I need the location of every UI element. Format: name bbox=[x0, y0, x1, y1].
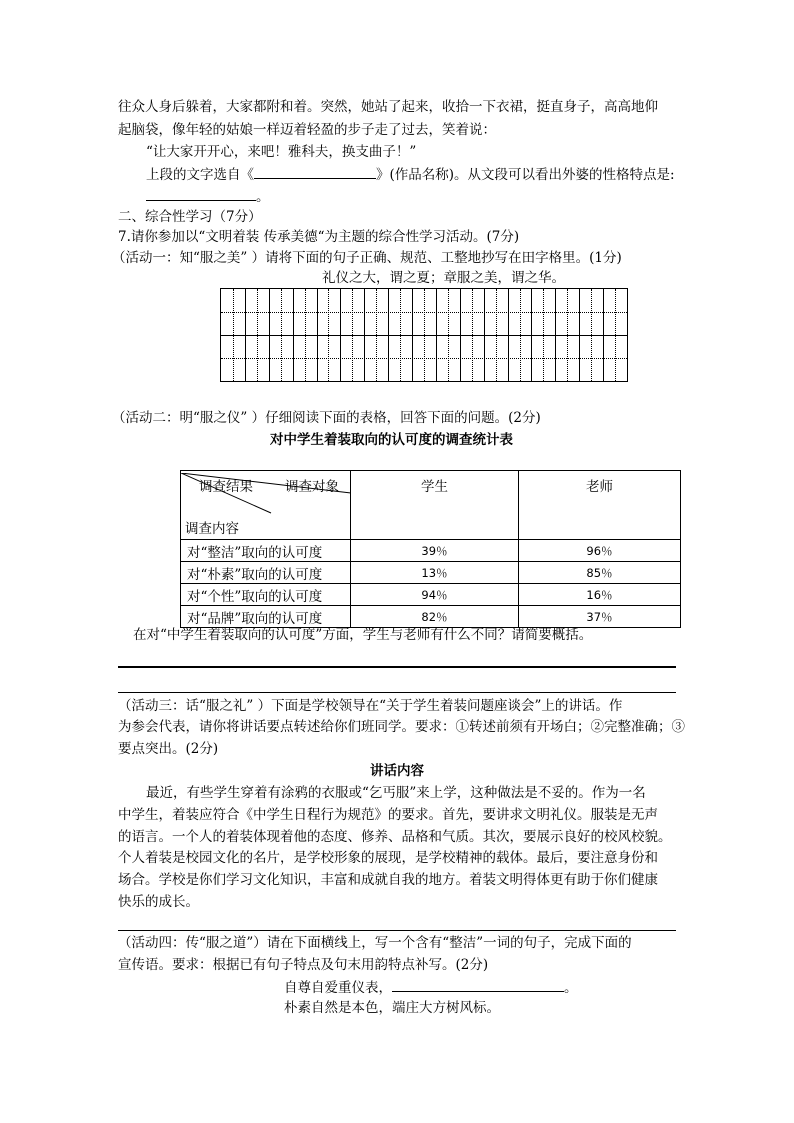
activity-3-line-2: 为参会代表，请你将讲话要点转述给你们班同学。要求：①转述前须有开场白；②完整准确；③ bbox=[118, 719, 685, 735]
slogan-1-text: 自尊自爱重仪表， bbox=[284, 980, 392, 996]
activity-4-line-2: 宣传语。要求：根据已有句子特点及句末用韵特点补写。(2分) bbox=[118, 957, 489, 973]
row-label: 对“朴素”取向的认可度 bbox=[181, 562, 351, 584]
answer-line-activity-3[interactable] bbox=[118, 930, 676, 931]
column-student: 学生 bbox=[351, 471, 519, 540]
header-result: 调查结果 bbox=[199, 479, 253, 495]
passage-line-2: 起脑袋，像年轻的姑娘一样迈着轻盈的步子走了过去，笑着说： bbox=[118, 122, 496, 138]
grid-center-hline bbox=[221, 312, 627, 313]
row-label: 对“品牌”取向的认可度 bbox=[181, 606, 351, 628]
grid-center-hline bbox=[221, 358, 627, 359]
header-content: 调查内容 bbox=[185, 521, 239, 537]
character-answer-end: 。 bbox=[256, 189, 270, 205]
slogan-line-1 bbox=[284, 978, 578, 997]
student-value: 82％ bbox=[351, 606, 519, 628]
speech-line: 最近，有些学生穿着有涂鸦的衣服或“乞丐服”来上学，这种做法是不妥的。作为一名 bbox=[146, 785, 646, 801]
answer-line-thick[interactable] bbox=[118, 666, 676, 668]
teacher-value: 37％ bbox=[519, 606, 681, 628]
header-object: 调查对象 bbox=[285, 479, 339, 495]
slogan-line-2: 朴素自然是本色，端庄大方树风标。 bbox=[284, 1000, 500, 1016]
passage-quote: “让大家开开心，来吧！雅科夫，换支曲子！” bbox=[146, 144, 417, 160]
student-value: 94％ bbox=[351, 584, 519, 606]
row-label: 对“整洁”取向的认可度 bbox=[181, 540, 351, 562]
source-question-prefix: 上段的文字选自《 bbox=[146, 167, 254, 183]
activity-4-line-1: （活动四：传“服之道”）请在下面横线上，写一个含有“整洁”一词的句子，完成下面的 bbox=[118, 935, 632, 951]
table-row bbox=[181, 584, 681, 606]
activity-2-question: 在对“中学生着装取向的认可度”方面，学生与老师有什么不同？请简要概括。 bbox=[133, 627, 593, 643]
answer-line-thin[interactable] bbox=[118, 692, 676, 693]
work-title-blank[interactable] bbox=[254, 165, 376, 179]
teacher-value: 16％ bbox=[519, 584, 681, 606]
passage-line-1: 往众人身后躲着，大家都附和着。突然，她站了起来，收拾一下衣裙，挺直身子，高高地仰 bbox=[118, 99, 658, 115]
activity-1-instruction: （活动一：知“服之美” ）请将下面的句子正确、规范、工整地抄写在田字格里。(1分) bbox=[112, 250, 622, 266]
activity-1-sentence: 礼仪之大，谓之夏；章服之美，谓之华。 bbox=[322, 270, 565, 286]
table-row bbox=[181, 606, 681, 628]
grid-row-line bbox=[221, 335, 627, 336]
activity-3-line-1: （活动三：话“服之礼” ）下面是学校领导在“关于学生着装问题座谈会”上的讲话。作 bbox=[118, 698, 623, 714]
speech-line: 场合。学校是你们学习文化知识，丰富和成就自我的地方。着装文明得体更有助于你们健康 bbox=[118, 872, 658, 888]
student-value: 13％ bbox=[351, 562, 519, 584]
source-question-suffix: 》(作品名称)。从文段可以看出外婆的性格特点是: bbox=[376, 167, 675, 183]
teacher-value: 96％ bbox=[519, 540, 681, 562]
speech-title: 讲话内容 bbox=[370, 763, 424, 779]
column-teacher: 老师 bbox=[519, 471, 681, 540]
question-7: 7.请你参加以“文明着装 传承美德“为主题的综合性学习活动。(7分) bbox=[118, 229, 520, 245]
teacher-value: 85％ bbox=[519, 562, 681, 584]
header-diagonal-cell bbox=[181, 471, 351, 540]
speech-line: 的语言。一个人的着装体现着他的态度、修养、品格和气质。其次，要展示良好的校风校貌。 bbox=[118, 829, 672, 845]
activity-3-line-3: 要点突出。(2分) bbox=[118, 741, 219, 757]
row-label: 对“个性”取向的认可度 bbox=[181, 584, 351, 606]
table-row bbox=[181, 562, 681, 584]
section-heading: 二、综合性学习（7分） bbox=[118, 209, 262, 225]
survey-table bbox=[180, 470, 681, 628]
slogan-blank[interactable] bbox=[392, 978, 564, 992]
speech-line: 快乐的成长。 bbox=[118, 894, 199, 910]
speech-line: 中学生，着装应符合《中学生日程行为规范》的要求。首先，要讲求文明礼仪。服装是无声 bbox=[118, 807, 658, 823]
table-title: 对中学生着装取向的认可度的调查统计表 bbox=[270, 432, 513, 448]
character-answer-line bbox=[146, 187, 270, 206]
source-question bbox=[146, 165, 675, 184]
tianzi-grid[interactable] bbox=[220, 288, 628, 382]
speech-line: 个人着装是校园文化的名片，是学校形象的展现，是学校精神的载体。最后，要注意身份和 bbox=[118, 850, 658, 866]
character-answer-blank[interactable] bbox=[146, 187, 256, 201]
student-value: 39％ bbox=[351, 540, 519, 562]
activity-2-instruction: （活动二：明“服之仪” ）仔细阅读下面的表格，回答下面的问题。(2分) bbox=[112, 410, 541, 426]
table-header-row bbox=[181, 471, 681, 540]
table-row bbox=[181, 540, 681, 562]
slogan-1-end: 。 bbox=[564, 980, 578, 996]
